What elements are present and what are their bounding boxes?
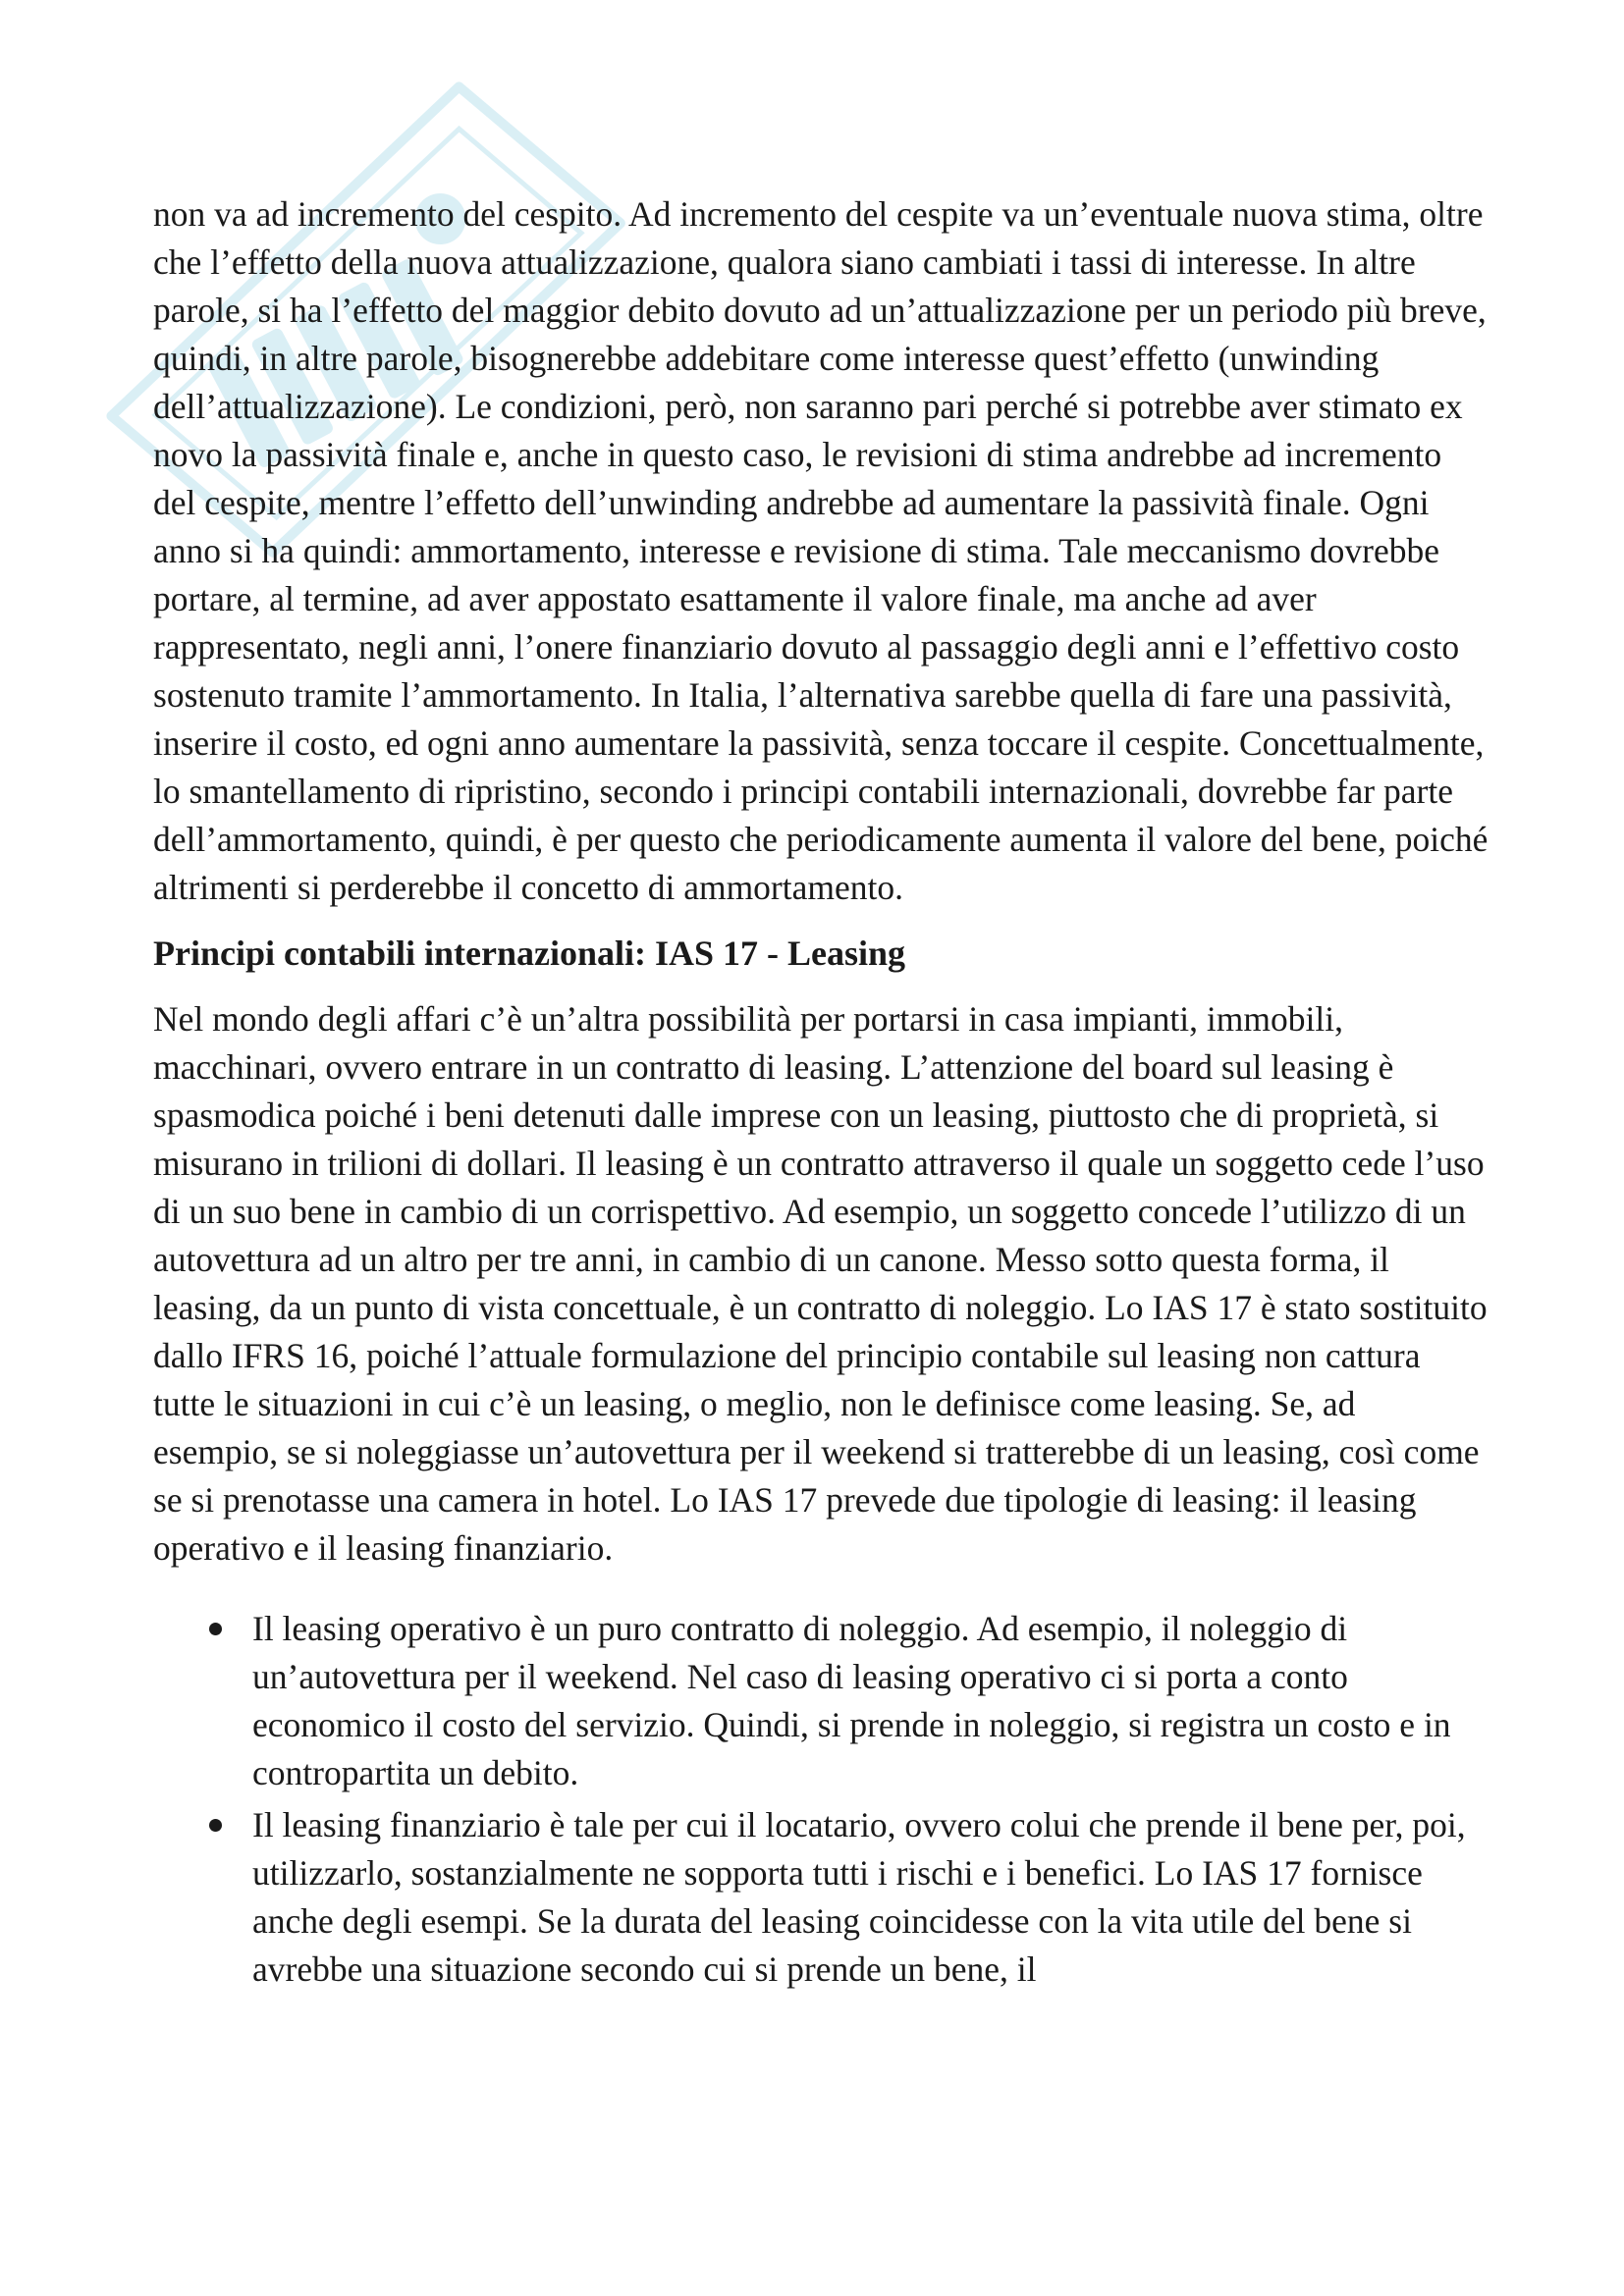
document-page: [153, 190, 1489, 1998]
bullet-icon: [209, 1623, 222, 1635]
bullet-icon: [209, 1819, 222, 1832]
leasing-types-list: [153, 1605, 1489, 1994]
list-item: [153, 1801, 1489, 1994]
intro-paragraph: non va ad incremento del cespito. Ad incremento del cespite va un’eventuale nuova stima, oltre che l’effetto della nuova attualizzazione, qualora siano cambiati i tassi di interesse. In altre parole, si ha l’effetto del maggior debito dovuto ad un’attualizzazione per un periodo più breve, quindi, in altre parole, bisognerebbe addebitare come interesse quest’effetto (unwinding dell’attualizzazione). Le condizioni, però, non saranno pari perché si potrebbe aver stimato ex novo la passività finale e, anche in questo caso, le revisioni di stima andrebbe ad incremento del cespite, mentre l’effetto dell’unwinding andrebbe ad aumentare la passività finale. Ogni anno si ha quindi: ammortamento, interesse e revisione di stima. Tale meccanismo dovrebbe portare, al termine, ad aver appostato esattamente il valore finale, ma anche ad aver rappresentato, negli anni, l’onere finanziario dovuto al passaggio degli anni e l’effettivo costo sostenuto tramite l’ammortamento. In Italia, l’alternativa sarebbe quella di fare una passività, inserire il costo, ed ogni anno aumentare la passività, senza toccare il cespite. Concettualmente, lo smantellamento di ripristino, secondo i principi contabili internazionali, dovrebbe far parte dell’ammortamento, quindi, è per questo che periodicamente aumenta il valore del bene, poiché altrimenti si perderebbe il concetto di ammortamento.: [153, 194, 1489, 907]
list-item: [153, 1605, 1489, 1797]
leasing-paragraph: Nel mondo degli affari c’è un’altra possibilità per portarsi in casa impianti, immobili, macchinari, ovvero entrare in un contratto di leasing. L’attenzione del board sul leasing è spasmodica poiché i beni detenuti dalle imprese con un leasing, piuttosto che di proprietà, si misurano in trilioni di dollari. Il leasing è un contratto attraverso il quale un soggetto cede l’uso di un suo bene in cambio di un corrispettivo. Ad esempio, un soggetto concede l’utilizzo di un autovettura ad un altro per tre anni, in cambio di un canone. Messo sotto questa forma, il leasing, da un punto di vista concettuale, è un contratto di noleggio. Lo IAS 17 è stato sostituito dallo IFRS 16, poiché l’attuale formulazione del principio contabile sul leasing non cattura tutte le situazioni in cui c’è un leasing, o meglio, non le definisce come leasing. Se, ad esempio, se si noleggiasse un’autovettura per il weekend si tratterebbe di un leasing, così come se si prenotasse una camera in hotel. Lo IAS 17 prevede due tipologie di leasing: il leasing operativo e il leasing finanziario.: [153, 999, 1488, 1568]
list-item-text: Il leasing finanziario è tale per cui il locatario, ovvero colui che prende il bene per, poi, utilizzarlo, sostanzialmente ne sopporta tutti i rischi e i benefici. Lo IAS 17 fornisce anche degli esempi. Se la durata del leasing coincidesse con la vita utile del bene si avrebbe una situazione secondo cui si prende un bene, il: [252, 1805, 1466, 1989]
list-item-text: Il leasing operativo è un puro contratto di noleggio. Ad esempio, il noleggio di un’autovettura per il weekend. Nel caso di leasing operativo ci si porta a conto economico il costo del servizio. Quindi, si prende in noleggio, si registra un costo e in contropartita un debito.: [252, 1609, 1451, 1792]
section-heading: Principi contabili internazionali: IAS 17 - Leasing: [153, 934, 906, 973]
